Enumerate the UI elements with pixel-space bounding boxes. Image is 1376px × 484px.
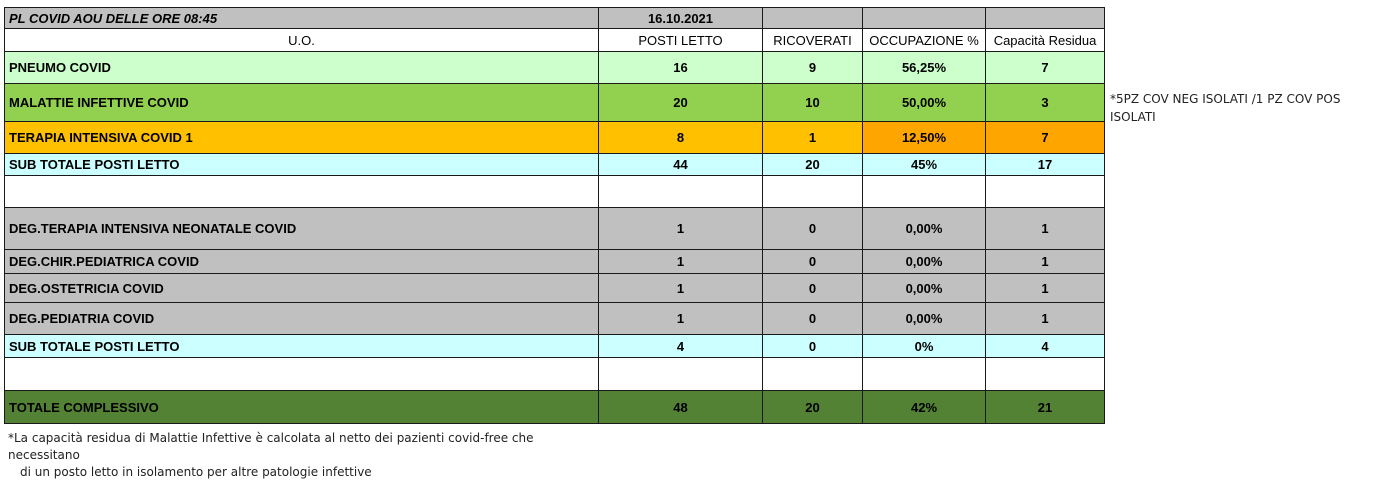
cell-occupazione: 56,25% (863, 52, 986, 84)
col-header-posti-letto: POSTI LETTO (599, 29, 763, 52)
report-title: PL COVID AOU DELLE ORE 08:45 (5, 8, 599, 29)
cell-capacita: 1 (986, 250, 1105, 274)
cell-ricoverati: 0 (763, 274, 863, 303)
cell-posti: 16 (599, 52, 763, 84)
subtotal-row (5, 154, 1105, 176)
row-label: PNEUMO COVID (5, 52, 599, 84)
col-header-ricoverati: RICOVERATI (763, 29, 863, 52)
report-date: 16.10.2021 (599, 8, 763, 29)
title-row (5, 8, 1105, 29)
cell-occupazione: 45% (863, 154, 986, 176)
row-label: DEG.OSTETRICIA COVID (5, 274, 599, 303)
cell-capacita: 21 (986, 391, 1105, 424)
cell-posti: 1 (599, 250, 763, 274)
cell-posti: 4 (599, 335, 763, 358)
cell-posti: 1 (599, 208, 763, 250)
table-row (5, 84, 1105, 122)
cell-posti: 1 (599, 274, 763, 303)
row-label: TOTALE COMPLESSIVO (5, 391, 599, 424)
col-header-uo: U.O. (5, 29, 599, 52)
empty-cell (986, 358, 1105, 391)
footnote (8, 430, 568, 481)
cell-ricoverati: 0 (763, 250, 863, 274)
row-label: MALATTIE INFETTIVE COVID (5, 84, 599, 122)
cell-occupazione: 12,50% (863, 122, 986, 154)
cell-posti: 44 (599, 154, 763, 176)
cell-ricoverati: 20 (763, 154, 863, 176)
cell-capacita: 17 (986, 154, 1105, 176)
table-row (5, 303, 1105, 335)
footnote-line-2: di un posto letto in isolamento per altre patologie infettive (20, 465, 372, 479)
cell-ricoverati: 20 (763, 391, 863, 424)
table-row (5, 208, 1105, 250)
cell-capacita: 7 (986, 52, 1105, 84)
cell-capacita: 4 (986, 335, 1105, 358)
cell-occupazione: 0,00% (863, 208, 986, 250)
empty-cell (863, 358, 986, 391)
title-empty-cell (763, 8, 863, 29)
cell-ricoverati: 0 (763, 208, 863, 250)
cell-posti: 1 (599, 303, 763, 335)
cell-capacita: 1 (986, 274, 1105, 303)
cell-posti: 48 (599, 391, 763, 424)
empty-cell (986, 176, 1105, 208)
empty-cell (599, 176, 763, 208)
cell-posti: 8 (599, 122, 763, 154)
row-label: DEG.PEDIATRIA COVID (5, 303, 599, 335)
cell-occupazione: 50,00% (863, 84, 986, 122)
cell-capacita: 1 (986, 303, 1105, 335)
subtotal-row (5, 335, 1105, 358)
row-label: DEG.CHIR.PEDIATRICA COVID (5, 250, 599, 274)
empty-cell (5, 358, 599, 391)
empty-cell (5, 176, 599, 208)
cell-ricoverati: 9 (763, 52, 863, 84)
empty-cell (863, 176, 986, 208)
table-row (5, 274, 1105, 303)
cell-capacita: 3 (986, 84, 1105, 122)
col-header-occupazione: OCCUPAZIONE % (863, 29, 986, 52)
empty-cell (763, 176, 863, 208)
cell-ricoverati: 1 (763, 122, 863, 154)
cell-ricoverati: 0 (763, 303, 863, 335)
footnote-line-1: *La capacità residua di Malattie Infettive è calcolata al netto dei pazienti covid-free che necessitano (8, 431, 534, 462)
table-row (5, 52, 1105, 84)
cell-capacita: 1 (986, 208, 1105, 250)
cell-occupazione: 0,00% (863, 250, 986, 274)
title-empty-cell (863, 8, 986, 29)
cell-posti: 20 (599, 84, 763, 122)
row-label: DEG.TERAPIA INTENSIVA NEONATALE COVID (5, 208, 599, 250)
row-label: TERAPIA INTENSIVA COVID 1 (5, 122, 599, 154)
cell-capacita: 7 (986, 122, 1105, 154)
table-row (5, 250, 1105, 274)
cell-ricoverati: 0 (763, 335, 863, 358)
empty-cell (599, 358, 763, 391)
row-label: SUB TOTALE POSTI LETTO (5, 154, 599, 176)
cell-occupazione: 0,00% (863, 303, 986, 335)
cell-occupazione: 42% (863, 391, 986, 424)
covid-beds-table (4, 7, 1105, 424)
header-row (5, 29, 1105, 52)
cell-occupazione: 0% (863, 335, 986, 358)
col-header-capacita: Capacità Residua (986, 29, 1105, 52)
side-note: *5PZ COV NEG ISOLATI /1 PZ COV POS ISOLATI (1110, 92, 1341, 124)
row-label: SUB TOTALE POSTI LETTO (5, 335, 599, 358)
cell-occupazione: 0,00% (863, 274, 986, 303)
empty-cell (763, 358, 863, 391)
title-empty-cell (986, 8, 1105, 29)
spacer-row (5, 358, 1105, 391)
cell-ricoverati: 10 (763, 84, 863, 122)
spacer-row (5, 176, 1105, 208)
total-row (5, 391, 1105, 424)
table-row (5, 122, 1105, 154)
